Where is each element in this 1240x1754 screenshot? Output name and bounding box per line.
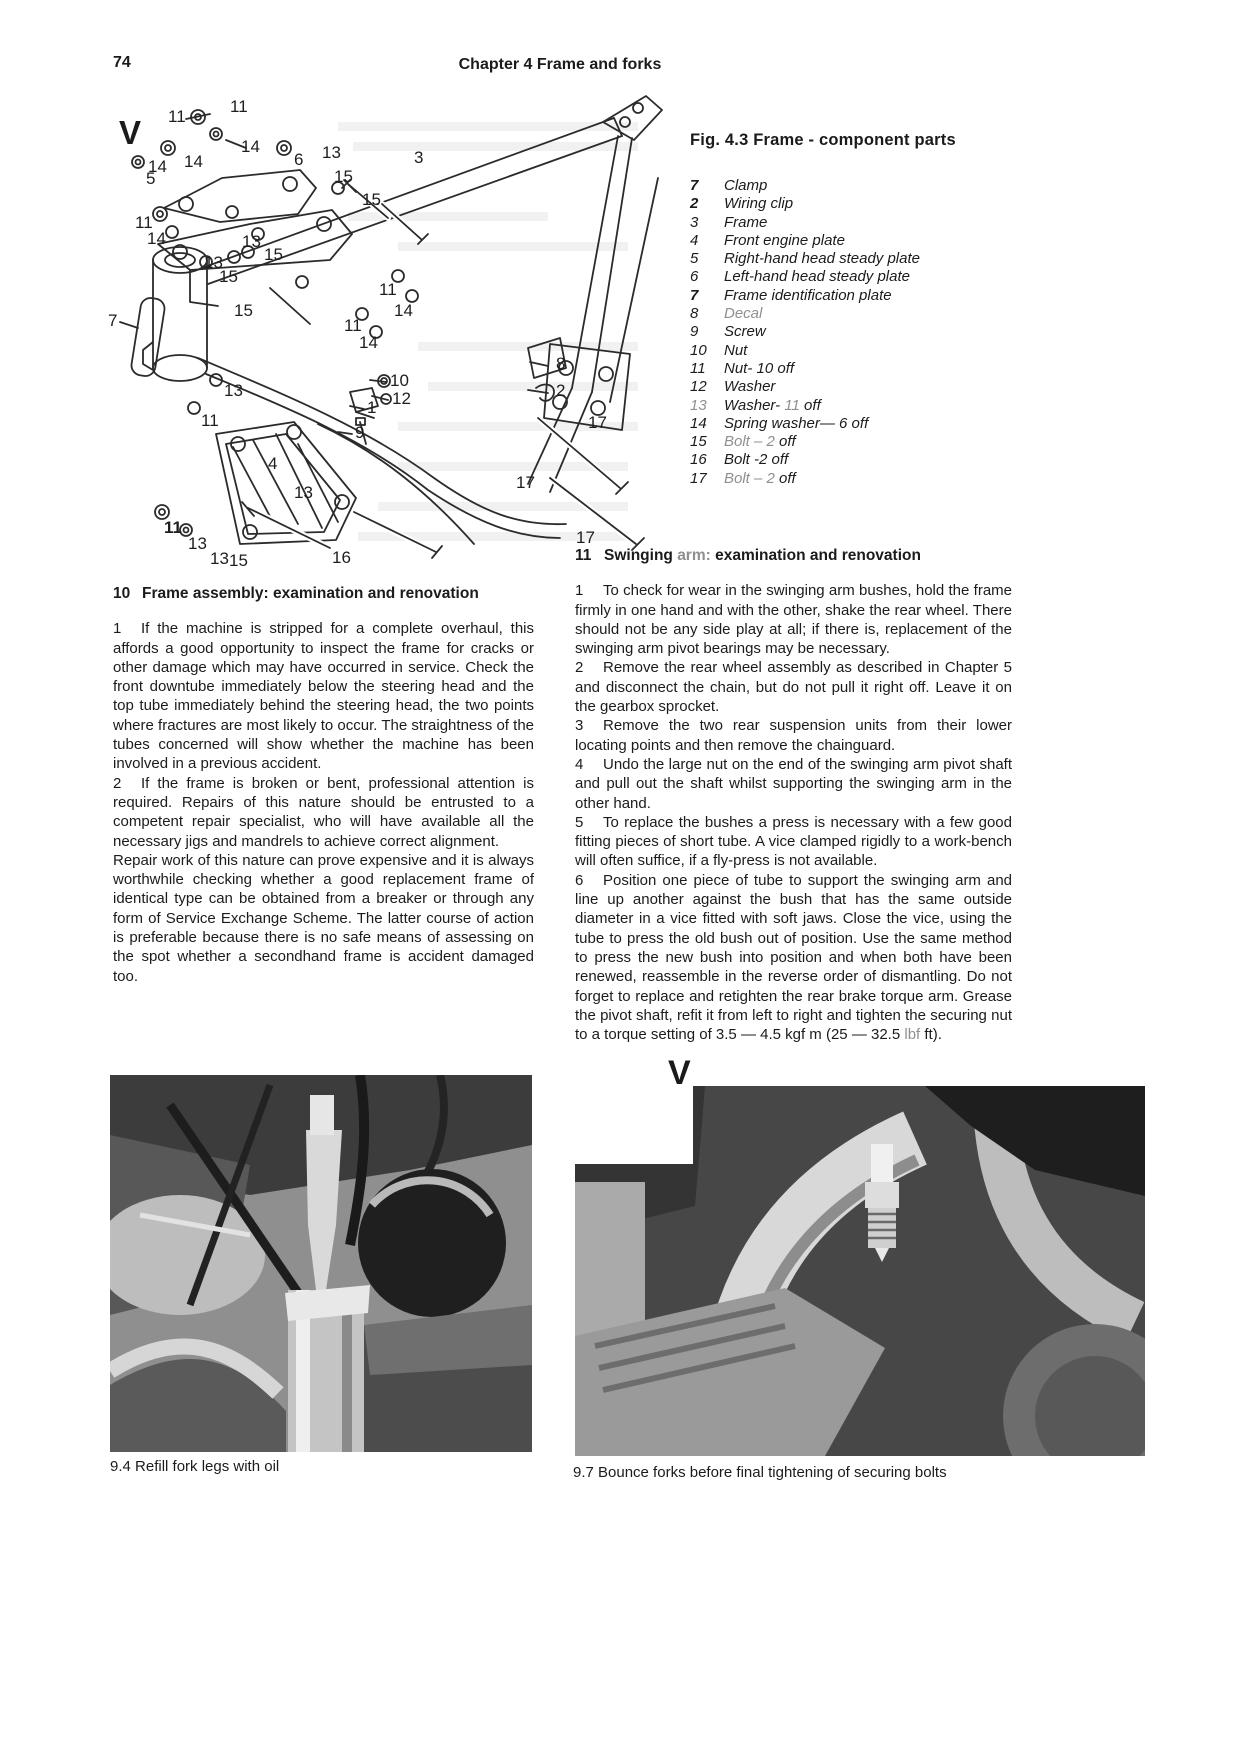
- diagram-callout-15: 15: [334, 167, 353, 186]
- part-label: Nut- 10 off: [724, 359, 795, 377]
- part-row: [690, 397, 1130, 415]
- part-row: [690, 250, 1130, 268]
- part-number: 9: [690, 323, 699, 341]
- paragraph: Repair work of this nature can prove expensive and it is always worthwhile checking whether a good replacement frame of identical type can be obtained from a breaker or through any form of Service Exchange Scheme. The latter course of action is preferable because there is no safe means of assessing on the spot whether a secondhand frame is accident damaged too.: [113, 851, 534, 985]
- paragraph: 5 To replace the bushes a press is necessary with a few good fitting pieces of short tube. A vice clamped rigidly to a work-bench will often suffice, if a fly-press is not available.: [575, 813, 1012, 870]
- diagram-callout-13: 13: [322, 143, 341, 162]
- diagram-callout-15: 15: [264, 245, 283, 264]
- paragraph: 6 Position one piece of tube to support the swinging arm and line up another against the bush that has the same outside diameter in a vice fitted with soft jaws. Close the vice, using the tube to press the old bush out of position. Use the same method to press the new bush into position and when both have been renewed, reassemble in the reverse order of dismantling. Do not forget to replace and retighten the rear brake torque arm. Grease the pivot shaft, refit it from left to right and tighten the securing nut to a torque setting of 3.5 — 4.5 kgf m (25 — 32.5 lbf ft).: [575, 871, 1012, 1044]
- diagram-callout-5: 5: [146, 169, 156, 188]
- diagram-callout-11: 11: [344, 316, 362, 335]
- diagram-callout-15: 15: [229, 551, 248, 570]
- figure-legend: [690, 131, 1130, 488]
- part-number: 14: [690, 414, 707, 432]
- diagram-callout-11: 11: [201, 411, 219, 430]
- part-number: 8: [690, 305, 699, 323]
- section-frame-assembly: [113, 584, 534, 986]
- diagram-callout-9: 9: [355, 423, 365, 442]
- part-label: Nut: [724, 341, 748, 359]
- diagram-callout-12: 12: [392, 389, 411, 408]
- paragraph: 3 Remove the two rear suspension units from their lower locating points and then remove the chainguard.: [575, 717, 1012, 754]
- paragraph-number: 6: [575, 871, 584, 889]
- figure-title: Fig. 4.3 Frame - component parts: [690, 131, 956, 149]
- part-row: [690, 323, 1130, 341]
- diagram-callout-15: 15: [219, 267, 238, 286]
- part-label: Bolt – 2 off: [724, 433, 796, 451]
- photo-caption-right: 9.7 Bounce forks before final tightening of securing bolts: [573, 1464, 947, 1481]
- paragraph: 4 Undo the large nut on the end of the swinging arm pivot shaft and pull out the shaft whilst supporting the swinging arm in the other hand.: [575, 755, 1012, 812]
- part-number: 6: [690, 268, 699, 286]
- part-row: [690, 268, 1130, 286]
- diagram-callout-11: 11: [230, 97, 248, 116]
- v-marker-diagram: V: [119, 114, 142, 151]
- diagram-callout-17: 17: [516, 473, 535, 492]
- frame-diagram-drawing: [98, 92, 664, 578]
- paragraph-number: 5: [575, 813, 584, 831]
- diagram-callout-13: 13: [242, 232, 261, 251]
- chapter-title: Chapter 4 Frame and forks: [458, 56, 662, 73]
- paragraph-number: 3: [575, 717, 584, 735]
- section-10-number: 10: [113, 585, 131, 602]
- diagram-callout-15: 15: [234, 301, 253, 320]
- section-11-paragraphs: [575, 581, 1012, 1044]
- diagram-callout-14: 14: [359, 333, 378, 352]
- diagram-callout-11: 11: [168, 107, 186, 126]
- part-label: Clamp: [724, 177, 768, 194]
- paragraph: 2 If the frame is broken or bent, professional attention is required. Repairs of this nature should be entrusted to a competent repair specialist, who will have available all the necessary jigs and mandrels to achieve correct alignment.: [113, 774, 534, 850]
- part-row: [690, 360, 1130, 378]
- part-row: [690, 415, 1130, 433]
- part-label: Screw: [724, 323, 766, 341]
- section-swinging-arm: [575, 546, 1012, 1044]
- part-label: Spring washer— 6 off: [724, 414, 869, 432]
- part-number: 5: [690, 250, 699, 268]
- diagram-callout-7: 7: [108, 311, 118, 330]
- part-row: [690, 451, 1130, 469]
- part-row: [690, 305, 1130, 323]
- part-label: Frame identification plate: [724, 286, 892, 304]
- part-number: 7: [690, 286, 699, 304]
- part-number: 7: [690, 177, 699, 194]
- part-number: 2: [690, 195, 699, 213]
- part-row: [690, 342, 1130, 360]
- diagram-callout-13: 13: [188, 534, 207, 553]
- part-number: 16: [690, 451, 707, 469]
- diagram-callout-11: 11: [164, 518, 182, 537]
- part-row: [690, 232, 1130, 250]
- diagram-callout-16: 16: [332, 548, 351, 567]
- part-number: 4: [690, 231, 699, 249]
- diagram-callout-1: 1: [367, 398, 377, 417]
- paragraph: 1 If the machine is stripped for a complete overhaul, this affords a good opportunity to inspect the frame for cracks or other damage which may have occurred in service. Check the front downtube immediately below the steering head and the top tube immediately behind the steering head, the two points where fractures are most likely to occur. The straightness of the tubes concerned will show whether the machine has been involved in a previous accident.: [113, 620, 534, 773]
- paragraph-number: 2: [113, 774, 122, 792]
- section-11-heading: [575, 546, 1012, 565]
- diagram-callout-14: 14: [241, 137, 260, 156]
- diagram-callout-14: 14: [394, 301, 413, 320]
- diagram-callout-3: 3: [414, 148, 424, 167]
- paragraph-number: 1: [113, 620, 122, 638]
- part-label: Right-hand head steady plate: [724, 250, 920, 268]
- diagram-callout-2: 2: [556, 381, 566, 400]
- diagram-callout-6: 6: [294, 150, 304, 169]
- part-label: Bolt -2 off: [724, 451, 789, 469]
- parts-list: [690, 177, 1130, 488]
- part-label: Bolt – 2 off: [724, 469, 796, 487]
- diagram-callout-17: 17: [576, 528, 595, 547]
- paragraph-number: 1: [575, 582, 584, 600]
- diagram-callout-13: 13: [204, 253, 223, 272]
- diagram-callout-13: 13: [224, 381, 243, 400]
- diagram-callout-11: 11: [135, 213, 153, 232]
- frame-exploded-diagram: [98, 92, 664, 578]
- part-label: Wiring clip: [724, 195, 794, 213]
- part-row: [690, 177, 1130, 195]
- part-label: Decal: [724, 305, 763, 323]
- v-marker-photo: V: [668, 1054, 691, 1092]
- part-row: [690, 287, 1130, 305]
- diagram-callout-14: 14: [184, 152, 203, 171]
- part-number: 17: [690, 469, 707, 487]
- part-row: [690, 214, 1130, 232]
- diagram-callout-13: 13: [210, 549, 229, 568]
- part-label: Washer- 11 off: [724, 396, 821, 414]
- section-10-heading: [113, 584, 534, 603]
- part-label: Frame: [724, 213, 768, 231]
- part-number: 12: [690, 378, 707, 396]
- part-label: Washer: [724, 378, 776, 396]
- part-row: [690, 195, 1130, 213]
- part-number: 15: [690, 433, 707, 451]
- part-label: Left-hand head steady plate: [724, 268, 910, 286]
- part-number: 3: [690, 213, 699, 231]
- part-number: 11: [690, 359, 706, 377]
- diagram-callout-4: 4: [268, 454, 278, 473]
- paragraph-number: 2: [575, 659, 584, 677]
- part-row: [690, 433, 1130, 451]
- photo-bounce-forks: [575, 1086, 1145, 1456]
- part-label: Front engine plate: [724, 231, 845, 249]
- page-number: 74: [113, 54, 131, 71]
- diagram-callout-15: 15: [362, 190, 381, 209]
- paragraph: 2 Remove the rear wheel assembly as described in Chapter 5 and disconnect the chain, but do not pull it right off. Leave it on the gearbox sprocket.: [575, 659, 1012, 716]
- part-row: [690, 378, 1130, 396]
- diagram-callout-8: 8: [556, 354, 566, 373]
- section-11-heading-text: Swinging arm: examination and renovation: [604, 547, 921, 564]
- diagram-callout-14: 14: [148, 157, 167, 176]
- section-10-paragraphs: [113, 619, 534, 986]
- paragraph: 1 To check for wear in the swinging arm bushes, hold the frame firmly in one hand and with the other, shake the rear wheel. There should not be any side play at all; if there is, replacement of the swinging arm pivot bearings may be necessary.: [575, 582, 1012, 658]
- photo-caption-left: 9.4 Refill fork legs with oil: [110, 1458, 280, 1475]
- section-11-number: 11: [575, 547, 592, 564]
- diagram-callout-14: 14: [147, 229, 166, 248]
- part-number: 10: [690, 341, 707, 359]
- photo-refill-fork-legs: [110, 1075, 532, 1452]
- diagram-callout-17: 17: [588, 413, 607, 432]
- diagram-callout-13: 13: [294, 483, 313, 502]
- part-row: [690, 470, 1130, 488]
- section-10-heading-text: Frame assembly: examination and renovation: [142, 585, 479, 602]
- part-number: 13: [690, 396, 707, 414]
- diagram-callout-11: 11: [379, 280, 397, 299]
- diagram-callout-10: 10: [390, 371, 409, 390]
- paragraph-number: 4: [575, 755, 584, 773]
